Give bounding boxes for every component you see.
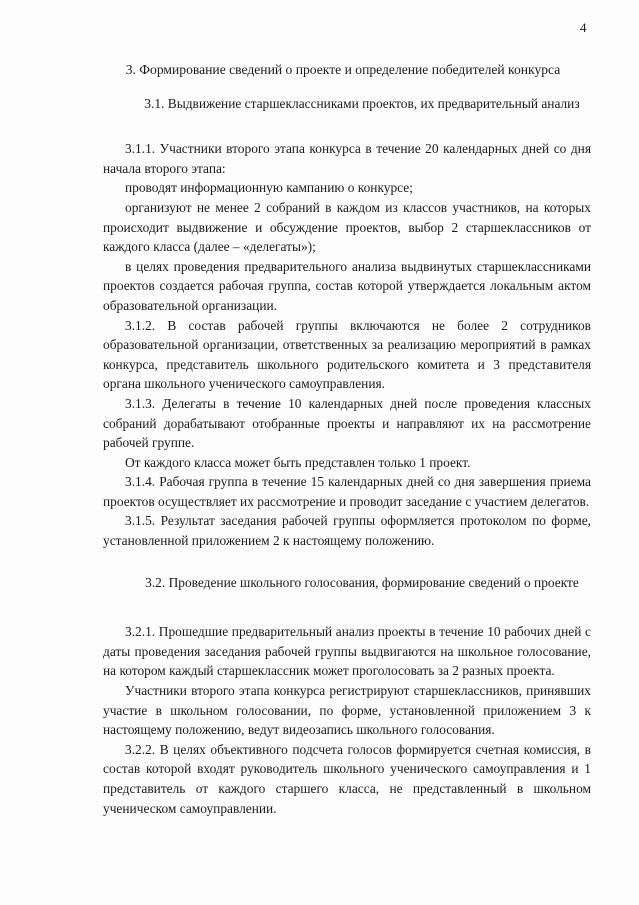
section-3-1-heading: 3.1. Выдвижение старшеклассниками проектов, их предварительный анализ — [144, 95, 580, 111]
section-3-2-body — [103, 622, 591, 818]
section-3-heading: 3. Формирование сведений о проекте и определение победителей конкурса — [125, 62, 561, 77]
page-number: 4 — [580, 20, 587, 35]
paragraph: Участники второго этапа конкурса регистрируют старшеклассников, принявших участие в школьном голосовании, по форме, установленной приложением 3 к настоящему положению, ведут видеозапись школьного голосования. — [103, 683, 591, 738]
paragraph: 3.2.1. Прошедшие предварительный анализ проекты в течение 10 рабочих дней с даты проведения заседания рабочей группы выдвигаются на школьное голосование, на котором каждый старшеклассник может проголосовать за 2 разных проекта. — [103, 624, 591, 679]
paragraph: 3.2.2. В целях объективного подсчета голосов формируется счетная комиссия, в состав которой входят руководитель школьного ученического самоуправления и 1 представитель от каждого старшего класса, не представленный в школьном ученическом самоуправлении. — [103, 741, 591, 816]
paragraph: 3.1.1. Участники второго этапа конкурса в течение 20 календарных дней со дня начала второго этапа: — [103, 141, 591, 176]
paragraph: 3.1.3. Делегаты в течение 10 календарных дней после проведения классных собраний дорабатывают отобранные проекты и направляют их на рассмотрение рабочей группе. — [103, 395, 591, 451]
paragraph: 3.1.2. В состав рабочей группы включаются не более 2 сотрудников образовательной организации, ответственных за реализацию мероприятий в рамках конкурса, представитель школьного родительского комитета и 3 представителя органа школьного ученического самоуправления. — [103, 317, 591, 392]
paragraph: От каждого класса может быть представлен только 1 проект. — [125, 454, 471, 470]
paragraph: 3.1.4. Рабочая группа в течение 15 календарных дней со дня завершения приема проектов осуществляет их рассмотрение и проводит заседание с участием делегатов. — [103, 474, 591, 509]
section-3-2-heading: 3.2. Проведение школьного голосования, формирование сведений о проекте — [145, 574, 579, 590]
paragraph: в целях проведения предварительного анализа выдвинутых старшеклассниками проектов создается рабочая группа, состав которой утверждается локальным актом образовательной организации. — [103, 258, 591, 313]
paragraph: 3.1.5. Результат заседания рабочей группы оформляется протоколом по форме, установленной приложением 2 к настоящему положению. — [103, 513, 591, 549]
paragraph: проводят информационную кампанию о конкурсе; — [125, 180, 413, 196]
paragraph: организуют не менее 2 собраний в каждом из классов участников, на которых происходит выдвижение и обсуждение проектов, выбор 2 старшеклассников от каждого класса (далее – «делегаты»); — [103, 199, 591, 255]
document-body — [103, 60, 591, 818]
section-3-1-body — [103, 139, 591, 550]
